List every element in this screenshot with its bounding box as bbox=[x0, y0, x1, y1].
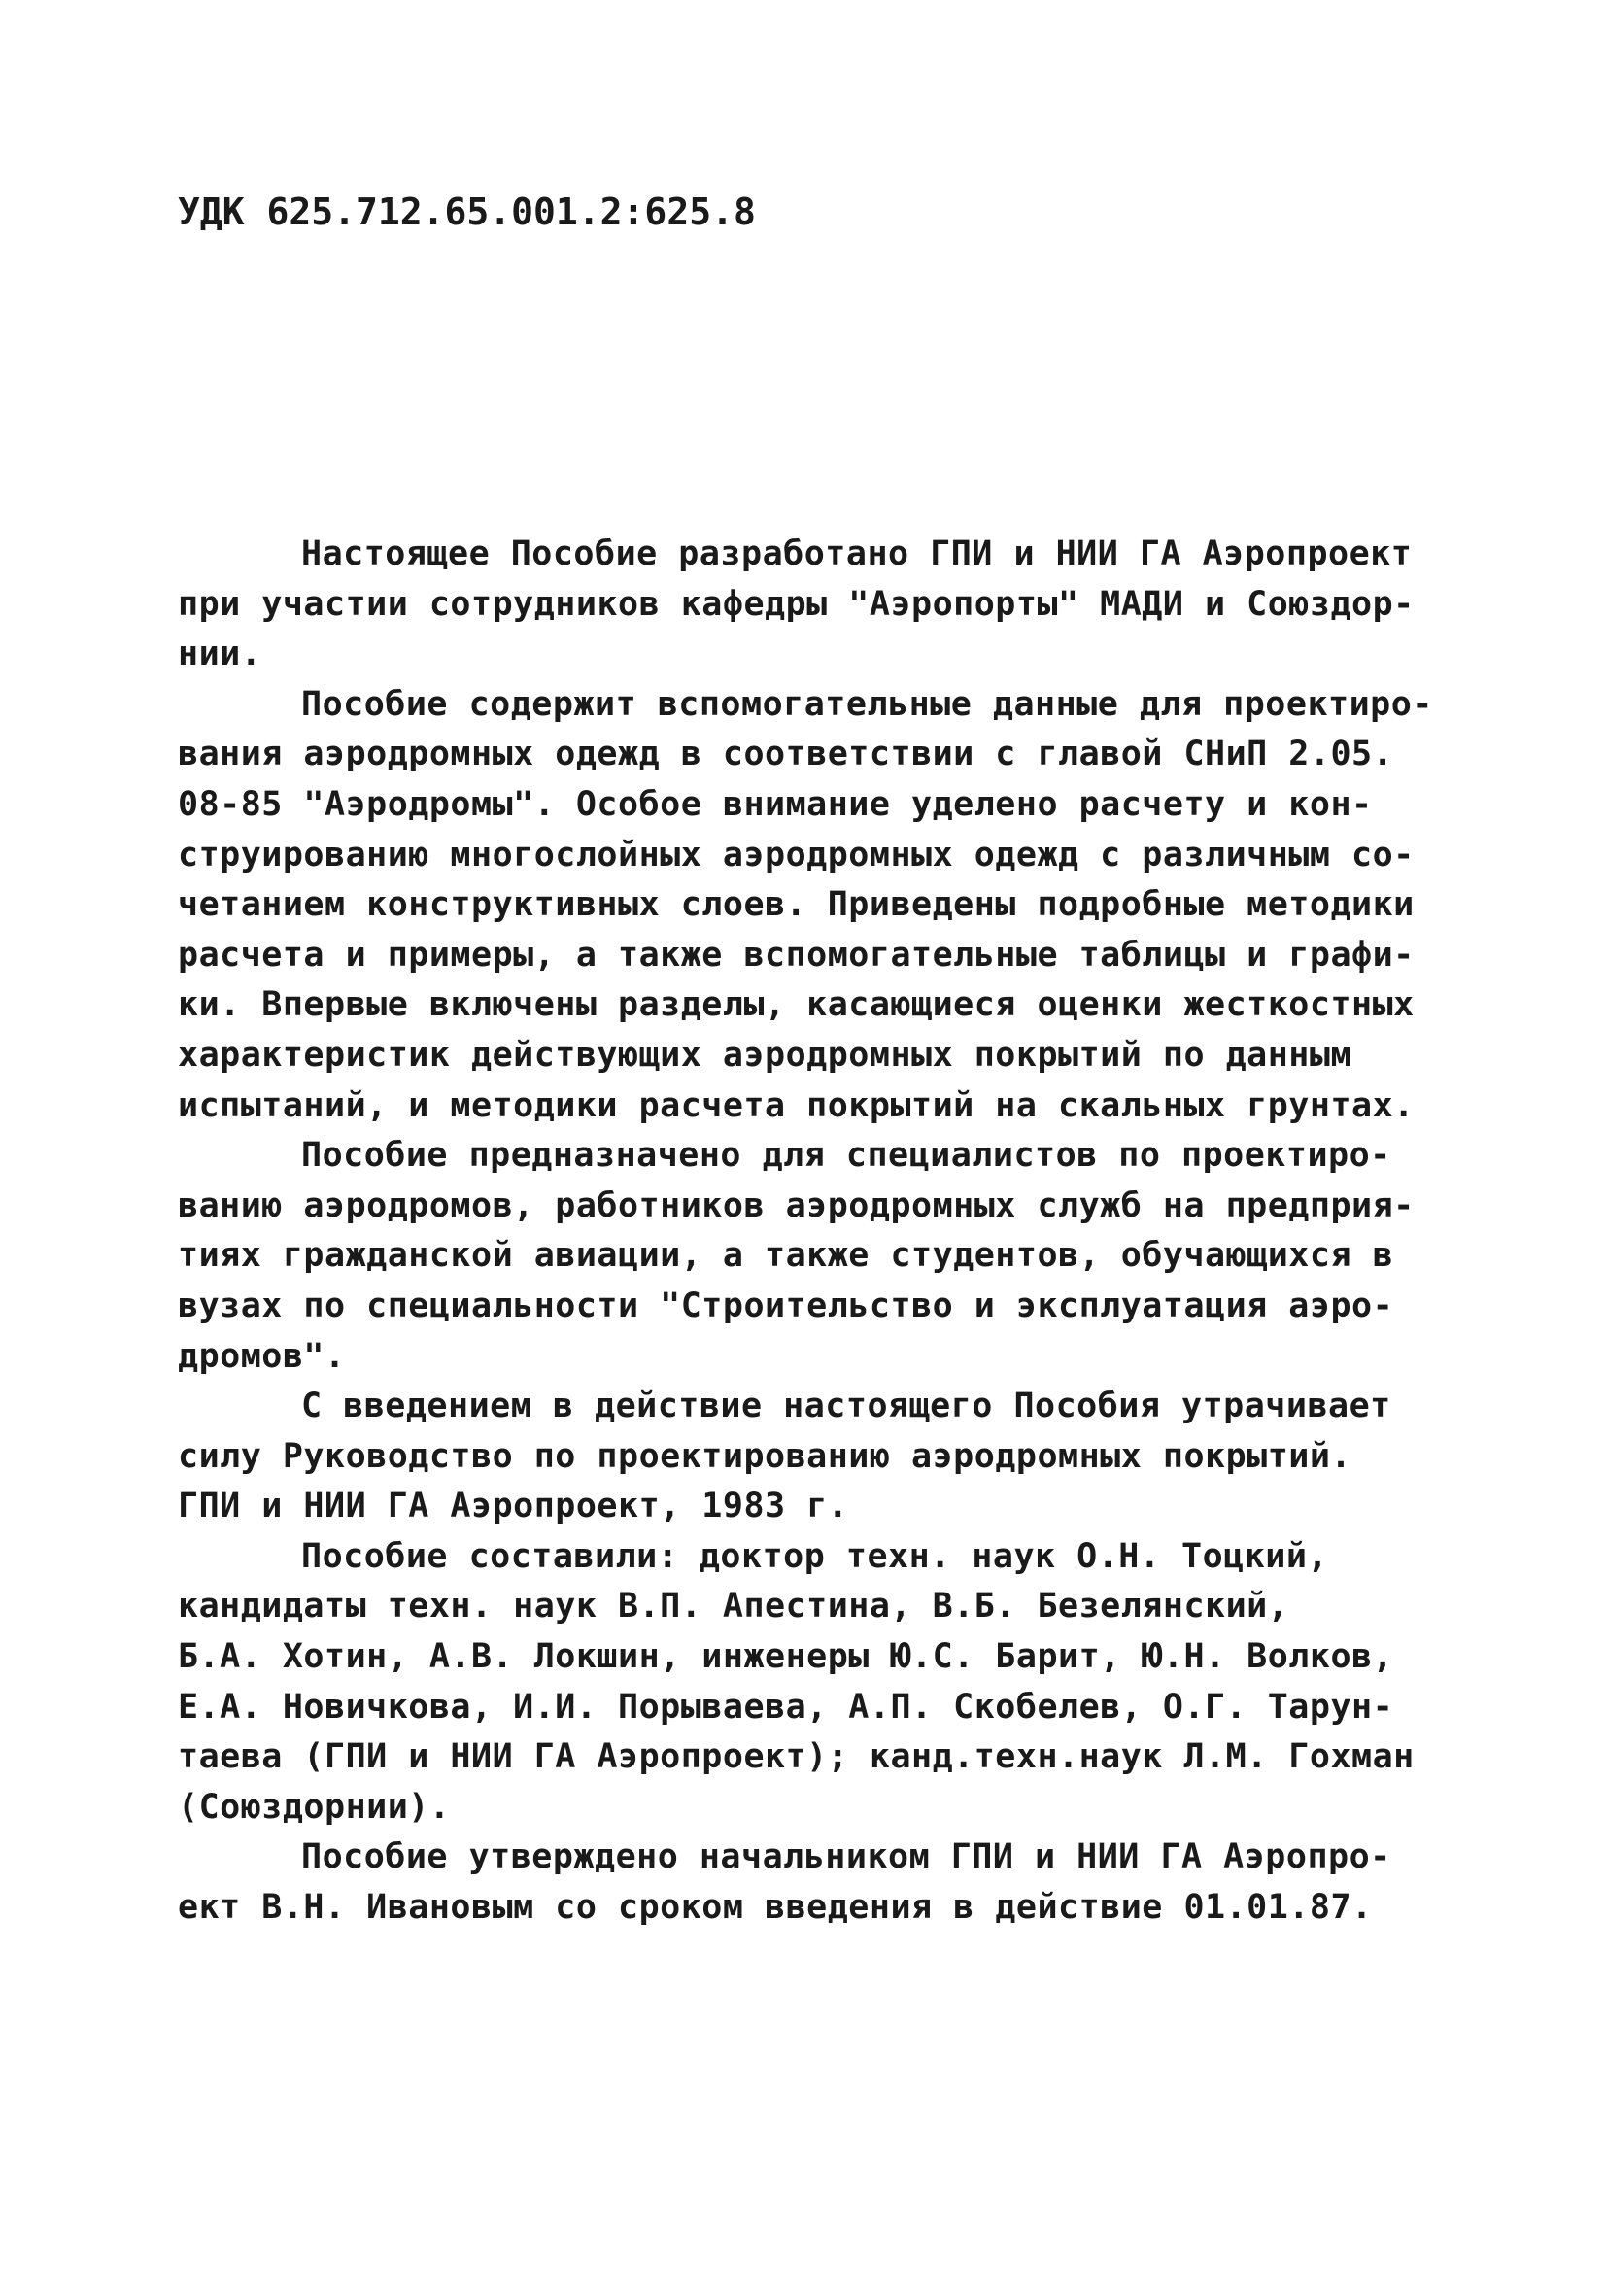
text-line: Пособие утверждено начальником ГПИ и НИИ ГА Аэропро- bbox=[301, 1837, 1391, 1877]
text-line: Пособие содержит вспомогательные данные для проектиро- bbox=[301, 684, 1433, 724]
text-line: Настоящее Пособие разработано ГПИ и НИИ ГА Аэропроект bbox=[301, 534, 1413, 573]
text-line: кандидаты техн. наук В.П. Апестина, В.Б. Безелянский, bbox=[178, 1587, 1289, 1627]
udc-code: УДК 625.712.65.001.2:625.8 bbox=[178, 190, 756, 233]
text-line: вузах по специальности "Строительство и эксплуатация аэро- bbox=[178, 1285, 1394, 1325]
text-line: расчета и примеры, а также вспомогательные таблицы и графи- bbox=[178, 935, 1415, 975]
text-line: испытаний, и методики расчета покрытий на скальных грунтах. bbox=[178, 1085, 1415, 1125]
text-line: вания аэродромных одежд в соответствии с главой СНиП 2.05. bbox=[178, 735, 1394, 774]
text-line: (Союздорнии). bbox=[178, 1787, 451, 1827]
text-line: силу Руководство по проектированию аэродромных покрытий. bbox=[178, 1436, 1352, 1476]
text-line: струированию многослойных аэродромных одежд с различным со- bbox=[178, 835, 1415, 874]
text-line: ванию аэродромов, работников аэродромных служб на предприя- bbox=[178, 1185, 1415, 1225]
body-text bbox=[178, 530, 1433, 1934]
text-line: четанием конструктивных слоев. Приведены подробные методики bbox=[178, 885, 1415, 925]
text-line: С введением в действие настоящего Пособия утрачивает bbox=[301, 1387, 1391, 1426]
text-line: 08-85 "Аэродромы". Особое внимание уделено расчету и кон- bbox=[178, 784, 1373, 824]
text-line: таева (ГПИ и НИИ ГА Аэропроект); канд.техн.наук Л.М. Гохман bbox=[178, 1737, 1415, 1777]
text-line: ект В.Н. Ивановым со сроком введения в действие 01.01.87. bbox=[178, 1888, 1373, 1928]
text-line: Б.А. Хотин, А.В. Локшин, инженеры Ю.С. Барит, Ю.Н. Волков, bbox=[178, 1637, 1394, 1677]
text-line: ГПИ и НИИ ГА Аэропроект, 1983 г. bbox=[178, 1487, 849, 1526]
text-line: дромов". bbox=[178, 1336, 346, 1376]
text-line: нии. bbox=[178, 634, 262, 674]
text-line: ки. Впервые включены разделы, касающиеся оценки жесткостных bbox=[178, 985, 1415, 1025]
text-line: Пособие предназначено для специалистов по проектиро- bbox=[301, 1136, 1391, 1176]
text-line: Е.А. Новичкова, И.И. Порываева, А.П. Скобелев, О.Г. Тарун- bbox=[178, 1687, 1394, 1727]
text-line: при участии сотрудников кафедры "Аэропорты" МАДИ и Союздор- bbox=[178, 584, 1415, 624]
text-line: Пособие составили: доктор техн. наук О.Н. Тоцкий, bbox=[301, 1536, 1329, 1576]
text-line: характеристик действующих аэродромных покрытий по данным bbox=[178, 1035, 1352, 1075]
text-line: тиях гражданской авиации, а также студентов, обучающихся в bbox=[178, 1236, 1394, 1276]
